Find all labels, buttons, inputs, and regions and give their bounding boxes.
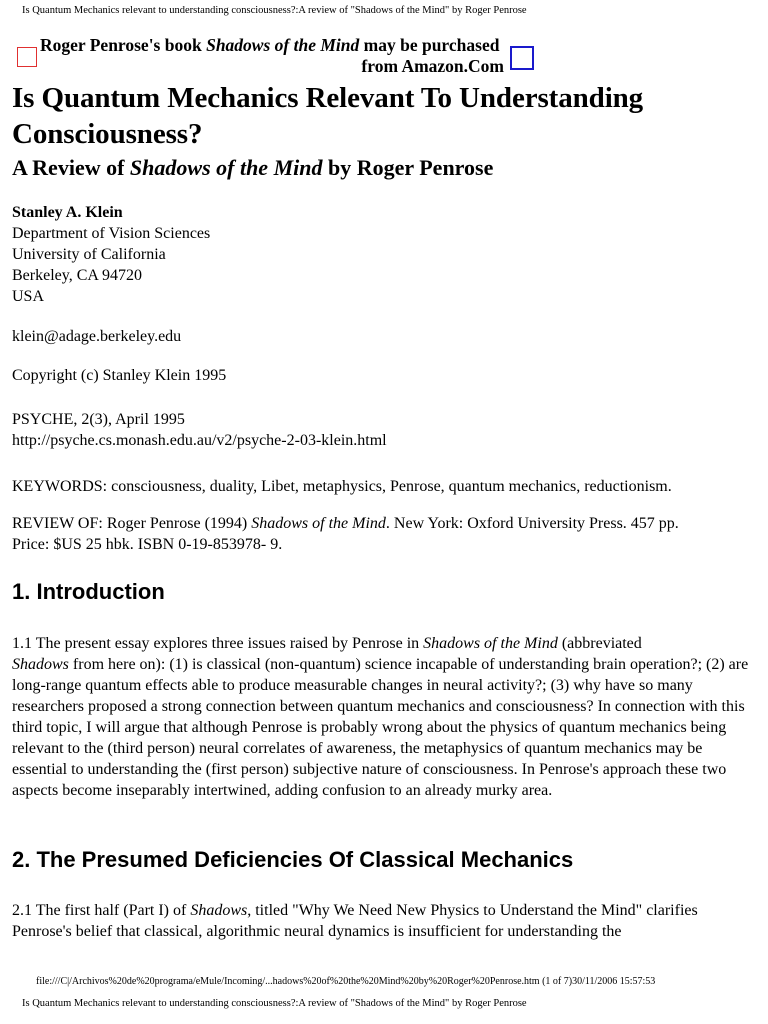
broken-image-icon[interactable]	[17, 47, 37, 67]
author-city: Berkeley, CA 94720	[12, 267, 143, 284]
section-heading-introduction: 1. Introduction	[12, 579, 165, 604]
purchase-notice-line1: Roger Penrose's book Shadows of the Mind may be purchased	[40, 35, 500, 55]
author-university: University of California	[12, 246, 166, 263]
paragraph-1-1: 1.1 The present essay explores three issues raised by Penrose in Shadows of the Mind (abbreviated Shadows from here on): (1) is classical (non-quantum) science incapable of understanding brain operation?; (2) are long-range quantum effects able to produce measurable changes in neural activity?; (3) why have so many researchers proposed a strong connection between quantum mechanics and consciousness? In connection with this third topic, I will argue that although Penrose is probably wrong about the physics of quantum mechanics being relevant to the (third person) neural correlates of awareness, the metaphysics of quantum mechanics may be essential to understanding the (first person) subjective nature of consciousness. In Penrose's approach these two aspects become inseparably intertwined, adding confusion to an already murky area.	[12, 635, 749, 799]
article-subtitle: A Review of Shadows of the Mind by Roger Penrose	[12, 155, 494, 180]
author-email: klein@adage.berkeley.edu	[12, 328, 182, 345]
author-block	[12, 202, 756, 307]
review-of-line1: REVIEW OF: Roger Penrose (1994) Shadows of the Mind. New York: Oxford University Press. 457 pp.	[12, 515, 679, 532]
article-body	[12, 80, 756, 940]
article-title: Is Quantum Mechanics Relevant To Understanding Consciousness?	[12, 82, 644, 150]
journal-issue: PSYCHE, 2(3), April 1995	[12, 411, 185, 428]
review-of	[12, 513, 756, 555]
journal-citation	[12, 409, 756, 451]
author-country: USA	[12, 288, 45, 305]
purchase-notice-line2: from Amazon.Com	[361, 56, 504, 76]
amazon-link-image-icon[interactable]	[510, 46, 534, 70]
footer-file-url: file:///C|/Archivos%20de%20programa/eMule/Incoming/...hadows%20of%20the%20Mind%20by%20Roger%20Penrose.htm (1 of 7)30/11/2006 15:57:53	[36, 976, 656, 987]
running-header: Is Quantum Mechanics relevant to understanding consciousness?:A review of "Shadows of the Mind" by Roger Penrose	[22, 5, 527, 16]
running-header-repeat: Is Quantum Mechanics relevant to understanding consciousness?:A review of "Shadows of the Mind" by Roger Penrose	[22, 998, 527, 1009]
author-name: Stanley A. Klein	[12, 204, 123, 221]
review-of-line2: Price: $US 25 hbk. ISBN 0-19-853978- 9.	[12, 536, 283, 553]
journal-url: http://psyche.cs.monash.edu.au/v2/psyche-2-03-klein.html	[12, 432, 387, 449]
keywords: KEYWORDS: consciousness, duality, Libet, metaphysics, Penrose, quantum mechanics, reductionism.	[12, 478, 672, 495]
author-department: Department of Vision Sciences	[12, 225, 211, 242]
paragraph-2-1: 2.1 The first half (Part I) of Shadows, titled "Why We Need New Physics to Understand the Mind" clarifies Penrose's belief that classical, algorithmic neural dynamics is insufficient for understanding the	[12, 902, 698, 940]
copyright-line: Copyright (c) Stanley Klein 1995	[12, 367, 227, 384]
section-heading-classical-mechanics: 2. The Presumed Deficiencies Of Classical Mechanics	[12, 847, 574, 872]
